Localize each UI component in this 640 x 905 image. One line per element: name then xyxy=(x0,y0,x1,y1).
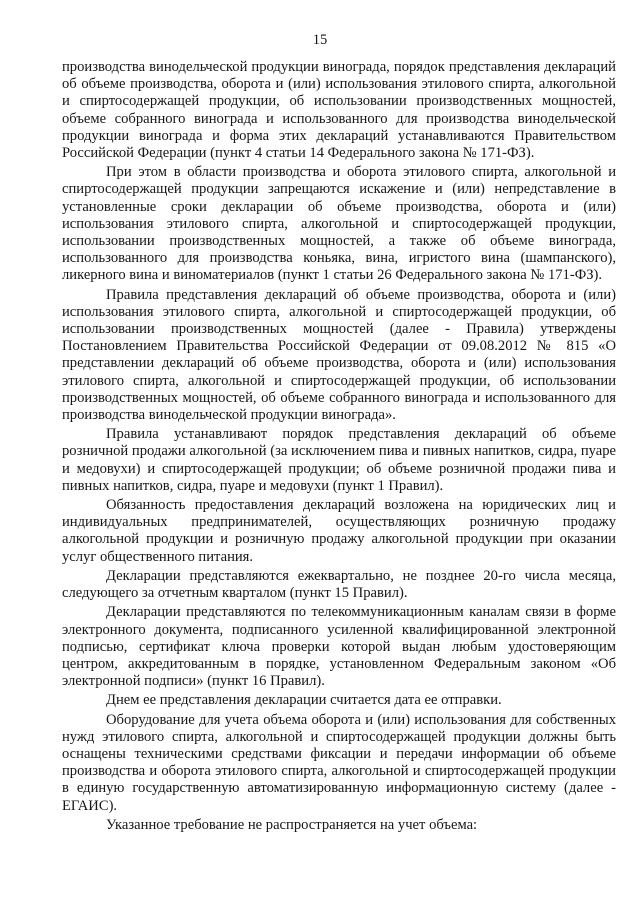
paragraph-5: Обязанность предоставления деклараций возложена на юридических лиц и индивидуальных предпринимателей, осуществляющих розничную продажу алкогольной продукции и розничную продажу алкогольной продукции при оказании услуг общественного питания. xyxy=(62,497,616,565)
paragraph-1: производства винодельческой продукции винограда, порядок представления деклараций об объеме производства, оборота и (или) использования этилового спирта, алкогольной и спиртосодержащей продукции, об использовании производственных мощностей, объеме собранного винограда и использованного для производства винодельческой продукции винограда и форма этих деклараций устанавливаются Правительством Российской Федерации (пункт 4 статьи 14 Федерального закона № 171-ФЗ). xyxy=(62,59,616,162)
paragraph-4: Правила устанавливают порядок представления деклараций об объеме розничной продажи алкогольной (за исключением пива и пивных напитков, сидра, пуаре и медовухи) и спиртосодержащей продукции; об объеме розничной продажи пива и пивных напитков, сидра, пуаре и медовухи (пункт 1 Правил). xyxy=(62,426,616,494)
paragraph-10: Указанное требование не распространяется на учет объема: xyxy=(106,816,478,833)
paragraph-9: Оборудование для учета объема оборота и (или) использования для собственных нужд этилового спирта, алкогольной и спиртосодержащей продукции должны быть оснащены техническими средствами фиксации и передачи информации об объеме производства и оборота этилового спирта, алкогольной и спиртосодержащей продукции в единую государственную автоматизированную информационную систему (далее - ЕГАИС). xyxy=(62,711,616,814)
paragraph-3: Правила представления деклараций об объеме производства, оборота и (или) использования этилового спирта, алкогольной и спиртосодержащей продукции, об использовании производственных мощностей (далее - Правила) утверждены Постановлением Правительства Российской Федерации от 09.08.2012 № 815 «О представлении деклараций об объеме производства, оборота и (или) использования этилового спирта, алкогольной и спиртосодержащей продукции, об использовании производственных мощностей, об объеме собранного винограда и использованного для производства винодельческой продукции винограда». xyxy=(62,286,616,424)
paragraph-2: При этом в области производства и оборота этилового спирта, алкогольной и спиртосодержащей продукции запрещаются искажение и (или) непредставление в установленные сроки декларации об объеме производства, оборота и (или) использования этилового спирта, алкогольной и спиртосодержащей продукции, использовании производственных мощностей, а также об объеме винограда, использованного для производства коньяка, вина, игристого вина (шампанского), ликерного вина и виноматериалов (пункт 1 статьи 26 Федерального закона № 171-ФЗ). xyxy=(62,164,616,284)
paragraph-7: Декларации представляются по телекоммуникационным каналам связи в форме электронного документа, подписанного усиленной квалифицированной электронной подписью, сертификат ключа проверки которой выдан любым удостоверяющим центром, аккредитованным в порядке, установленном Федеральным законом «Об электронной подписи» (пункт 16 Правил). xyxy=(62,604,616,690)
document-body xyxy=(62,59,616,836)
paragraph-8: Днем ее представления декларации считается дата ее отправки. xyxy=(106,692,502,709)
paragraph-6: Декларации представляются ежеквартально, не позднее 20-го числа месяца, следующего за отчетным кварталом (пункт 15 Правил). xyxy=(62,567,616,602)
page-number: 15 xyxy=(312,32,328,48)
